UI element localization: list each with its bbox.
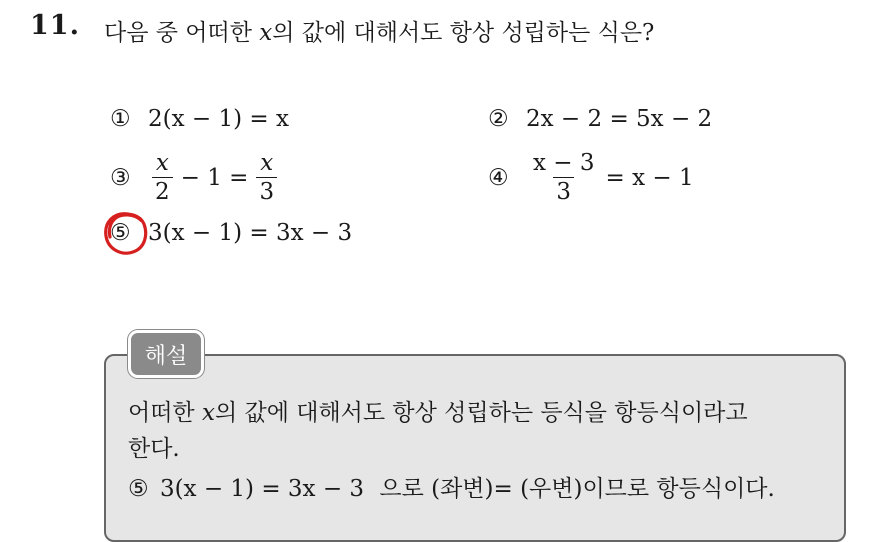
choice-3-number: ③ [110,164,131,191]
choice-3-middle: − 1 = [180,164,249,191]
choice-4-fraction [530,150,598,205]
question-text-b: 의 값에 대해서도 항상 성립하는 식은? [272,20,655,46]
explanation-line-3-num: ⑤ [128,476,149,502]
fraction-denominator: 3 [256,177,277,205]
choice-3-fraction-2 [256,150,277,205]
choice-1[interactable] [110,106,289,132]
explanation-box [104,354,846,542]
fraction-numerator: x − 3 [533,150,595,176]
choice-4-number: ④ [488,164,509,191]
fraction-denominator: 3 [553,177,574,205]
explanation-var: x [201,400,215,426]
choice-1-expr: 2(x − 1) = x [148,106,289,132]
explanation-line-2: 한다. [128,436,180,462]
choice-5-expr: 3(x − 1) = 3x − 3 [148,220,353,246]
choice-4-rhs: = x − 1 [605,164,694,191]
question-text [104,14,654,47]
explanation-line-3-expr: 3(x − 1) = 3x − 3 [159,476,365,502]
question-text-a: 다음 중 어떠한 [104,20,260,46]
explanation-line-3 [128,470,775,503]
explanation-line-3-rest: 으로 (좌변)= (우변)이므로 항등식이다. [379,476,775,502]
question-var: x [259,20,273,46]
choice-3[interactable] [110,150,281,205]
fraction-numerator: x [155,150,169,176]
explanation-tag: 해설 [128,330,204,378]
explanation-line-1 [128,394,748,427]
choice-2-expr: 2x − 2 = 5x − 2 [526,106,713,132]
choice-3-fraction-1 [152,150,173,205]
choice-2-number: ② [488,106,509,132]
question-number: 11. [30,10,80,41]
choice-2[interactable] [488,106,712,132]
explanation-line-1a: 어떠한 [128,400,202,426]
explanation-line-1b: 의 값에 대해서도 항상 성립하는 등식을 항등식이라고 [214,400,748,426]
fraction-numerator: x [260,150,274,176]
fraction-denominator: 2 [152,177,173,205]
choice-5-number: ⑤ [110,220,131,246]
choice-4[interactable] [488,150,694,205]
choice-1-number: ① [110,106,131,132]
answer-circle-mark [101,209,151,259]
